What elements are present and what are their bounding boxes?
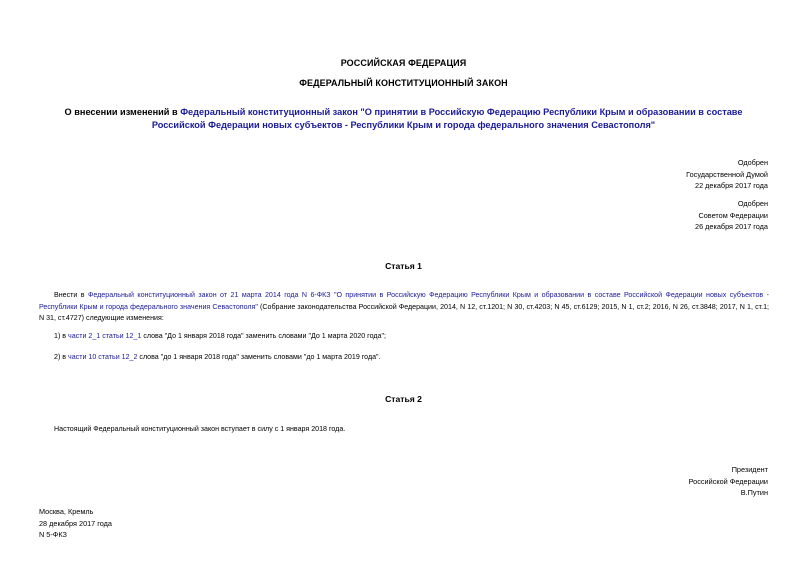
title-law-link[interactable]: Федеральный конституционный закон "О принятии в Российскую Федерацию Республики Крым и образовании в составе Российской Федерации новых субъектов - Республики Крым и города федерального значения Севастополя"	[151, 107, 743, 130]
intro-prefix: Внести в	[54, 291, 88, 299]
intro-suffix: (Собрание законодательства Российской Федерации, 2014, N 12, ст.1201; N 30, ст.4203; N 45, ст.6129; 2015, N 1, ст.2; 2016, N 26, ст.3848; 2017, N 1, ст.1; N 31, ст.4727) следующие изменения:	[39, 302, 769, 322]
approval-status: Одобрен	[737, 199, 768, 208]
approval-body: Государственной Думой	[686, 169, 768, 179]
approval-date: 26 декабря 2017 года	[695, 222, 768, 231]
item-prefix: 1) в	[54, 332, 69, 340]
item-2-link[interactable]: части 10 статьи 12_2	[68, 353, 138, 361]
approval-status: Одобрен	[737, 158, 768, 167]
signature-name: В.Путин	[740, 488, 768, 497]
law-number: N 5-ФКЗ	[39, 530, 67, 539]
place-city: Москва, Кремль	[39, 507, 94, 516]
article-1-item-2	[54, 352, 769, 364]
item-suffix: слова "До 1 января 2018 года" заменить словами "До 1 марта 2020 года";	[141, 332, 386, 340]
item-1-link[interactable]: части 2_1 статьи 12_1	[68, 332, 142, 340]
signature-country: Российской Федерации	[688, 476, 768, 486]
approval-body: Советом Федерации	[698, 210, 768, 220]
signature-position: Президент	[731, 465, 768, 474]
document-title	[40, 106, 767, 132]
article-2-text: Настоящий Федеральный конституционный закон вступает в силу с 1 января 2018 года.	[54, 425, 346, 433]
article-2-heading: Статья 2	[385, 394, 422, 404]
country-heading: РОССИЙСКАЯ ФЕДЕРАЦИЯ	[340, 58, 467, 68]
article-1-item-1	[54, 331, 769, 343]
item-prefix: 2) в	[54, 353, 69, 361]
signature-block	[689, 464, 768, 499]
title-prefix: О внесении изменений в	[64, 107, 181, 117]
approval-duma	[686, 157, 768, 192]
article-1-intro	[39, 290, 769, 325]
place-date: 28 декабря 2017 года	[39, 518, 112, 528]
approval-federation-council	[695, 198, 768, 233]
law-type-heading: ФЕДЕРАЛЬНЫЙ КОНСТИТУЦИОННЫЙ ЗАКОН	[299, 78, 508, 88]
article-1-heading: Статья 1	[385, 261, 422, 271]
amended-law-link[interactable]: Федеральный конституционный закон от 21 марта 2014 года N 6-ФКЗ "О принятии в Российскую Федерацию Республики Крым и образовании в составе Российской Федерации новых субъектов - Республики Крым и города федерального значения Севастополя"	[39, 291, 769, 311]
item-suffix: слова "до 1 января 2018 года" заменить словами "до 1 марта 2019 года".	[137, 353, 381, 361]
approval-date: 22 декабря 2017 года	[695, 181, 768, 190]
place-date-block	[39, 506, 112, 541]
